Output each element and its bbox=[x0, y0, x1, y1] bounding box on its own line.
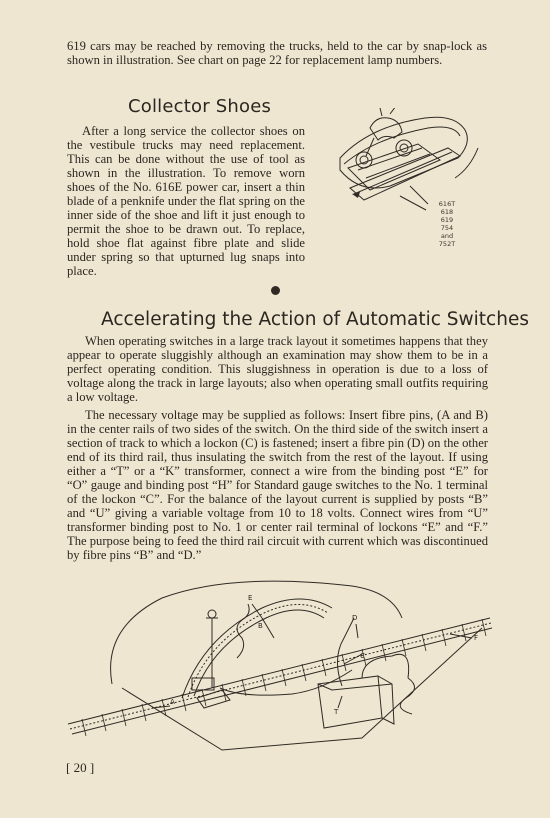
accelerating-heading: Accelerating the Action of Automatic Switches bbox=[101, 309, 529, 330]
accelerating-paragraph-1: When operating switches in a large track layout it sometimes happens that they appear to operate sluggishly although an examination may show them to be in a perfect operating condition. This sluggishness in operation is due to a loss of voltage along the track in large layouts; also when operating small outfits requiring a low voltage. bbox=[67, 334, 488, 404]
page-number: [ 20 ] bbox=[66, 760, 95, 775]
model-754: 754 bbox=[440, 224, 454, 232]
label-c: C bbox=[360, 652, 365, 660]
model-616t: 616T bbox=[438, 200, 456, 208]
model-618: 618 bbox=[440, 208, 454, 216]
intro-paragraph: 619 cars may be reached by removing the trucks, held to the car by snap-lock as shown in illustration. See chart on page 22 for replacement lamp numbers. bbox=[67, 39, 487, 67]
section-bullet bbox=[271, 286, 280, 295]
model-numbers bbox=[432, 200, 462, 248]
accelerating-paragraph-2: The necessary voltage may be supplied as follows: Insert fibre pins, (A and B) in the center rails of two sides of the switch. On the third side of the switch insert a section of track to which a lockon (C) is fastened; insert a fibre pin (D) on the other end of its third rail, thus insulating the switch from the rest of the layout. If using either a “T” or a “K” transformer, connect a wire from the binding post “E” for “O” gauge and binding post “H” for Standard gauge switches to the No. 1 terminal of the lockon “C”. For the balance of the layout current is supplied by posts “B” and “U” giving a variable voltage from 10 to 18 volts. Connect wires from “U” transformer binding post to No. 1 or center rail terminal of lockons “E” and “F.” The purpose being to feed the third rail circuit with current which was discontinued by fibre pins “B” and “D.” bbox=[67, 408, 488, 562]
model-and: and bbox=[440, 232, 454, 240]
collector-shoes-paragraph: After a long service the collector shoes on the vestibule trucks may need replacement. This can be done without the use of tool as shown in the illustration. To remove worn shoes of the No. 616E power car, insert a thin blade of a penknife under the flat spring on the inner side of the shoe and lift it just enough to permit the shoe to be drawn out. To replace, hold shoe flat against fibre plate and slide under spring so that upturned lug snaps into place. bbox=[67, 124, 305, 278]
model-619: 619 bbox=[440, 216, 454, 224]
track-layout-illustration bbox=[62, 578, 494, 756]
collector-shoe-illustration bbox=[330, 108, 490, 273]
label-f: F bbox=[474, 634, 479, 642]
label-b: B bbox=[258, 622, 263, 630]
label-a: A bbox=[170, 698, 175, 706]
label-t: T bbox=[334, 708, 339, 716]
collector-shoes-heading: Collector Shoes bbox=[128, 96, 272, 117]
label-e: E bbox=[248, 594, 253, 602]
model-752t: 752T bbox=[438, 240, 456, 248]
label-d: D bbox=[352, 614, 358, 622]
